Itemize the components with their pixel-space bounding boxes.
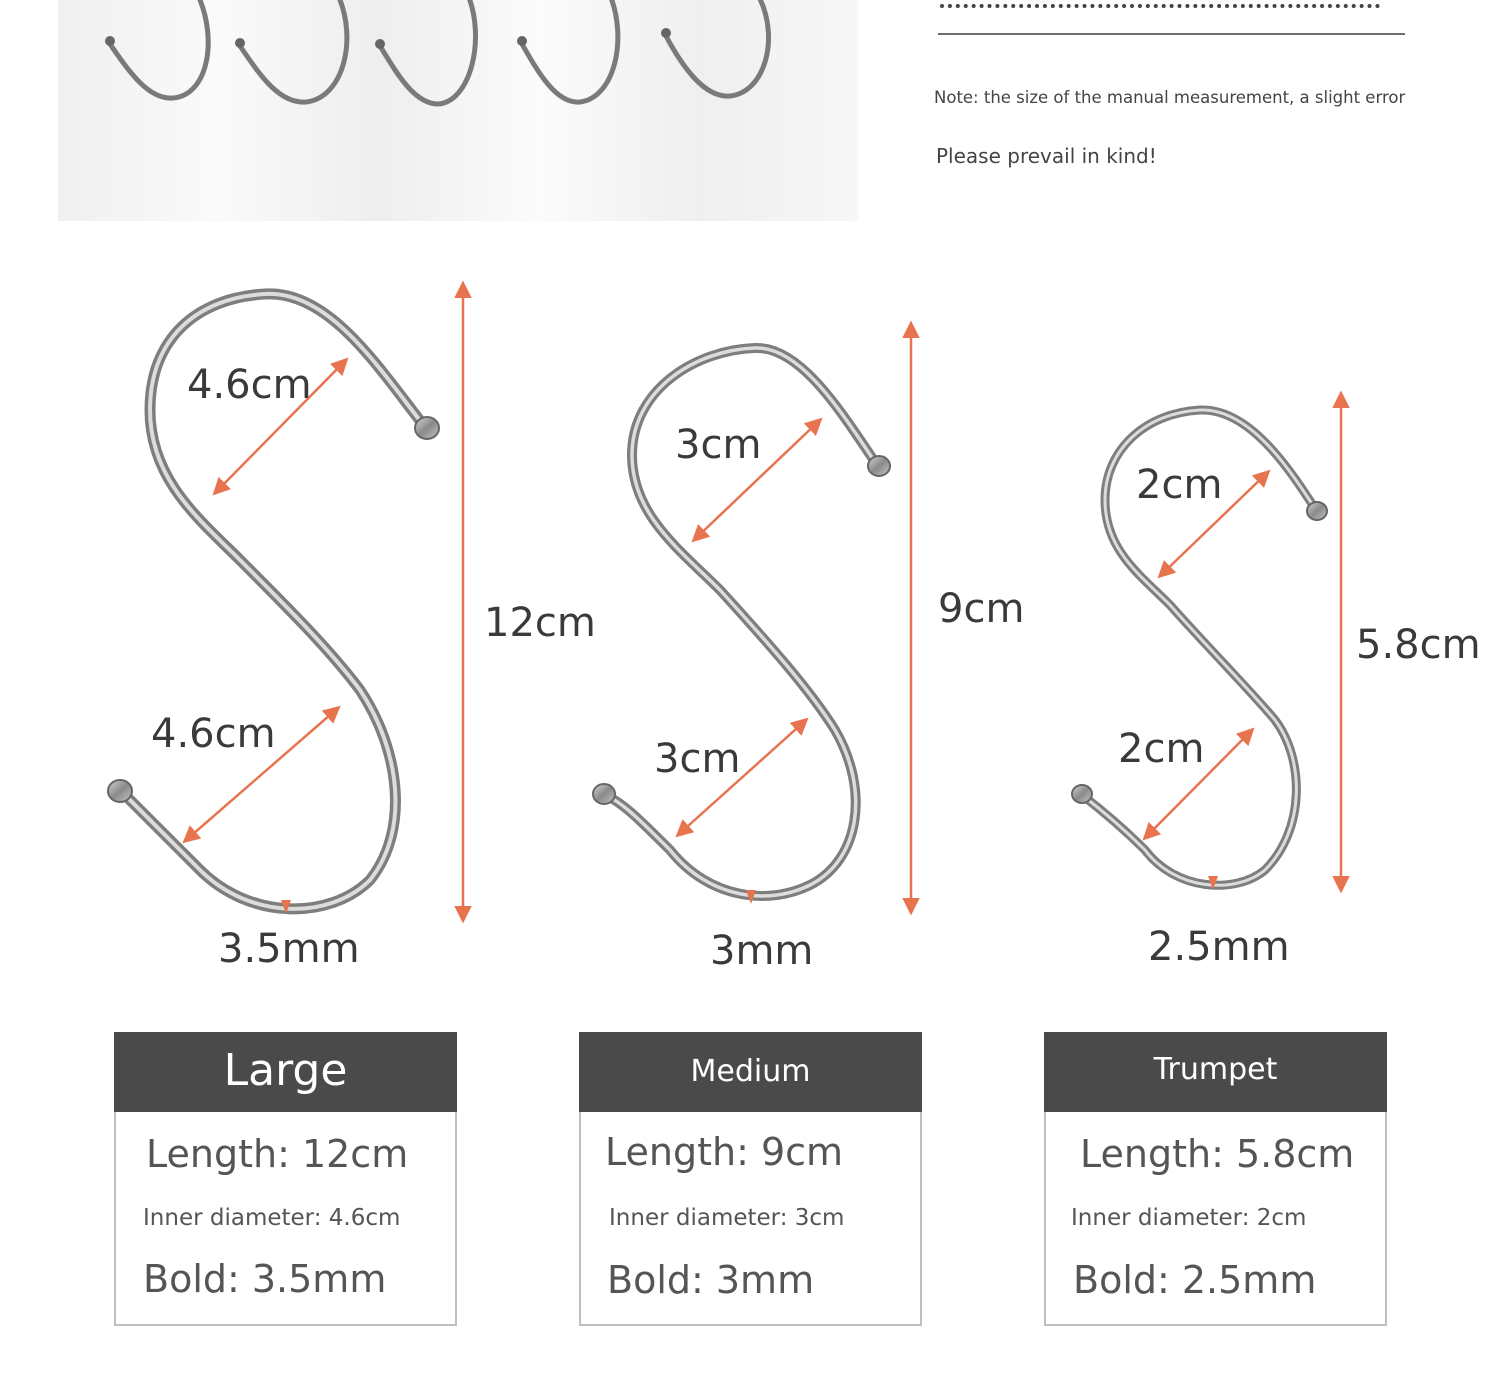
note-text-2: Please prevail in kind! — [936, 144, 1157, 168]
large-inner-top-label: 4.6cm — [187, 362, 312, 408]
divider — [938, 33, 1405, 35]
length-text: Length: 9cm — [605, 1130, 844, 1174]
card-body — [579, 1112, 922, 1326]
bold-text: Bold: 2.5mm — [1073, 1258, 1317, 1302]
bold-text: Bold: 3mm — [607, 1258, 815, 1302]
length-text: Length: 12cm — [146, 1132, 409, 1176]
cropped-heading — [940, 0, 1400, 10]
card-header — [579, 1032, 922, 1112]
trumpet-inner-bottom-label: 2cm — [1118, 726, 1205, 772]
hook-dimension-diagram — [0, 250, 1500, 990]
trumpet-inner-top-label: 2cm — [1136, 462, 1223, 508]
spec-card-medium — [579, 1032, 922, 1326]
large-length-label: 12cm — [484, 600, 596, 646]
inner-diameter-text: Inner diameter: 4.6cm — [143, 1205, 401, 1231]
card-title: Trumpet — [1153, 1052, 1278, 1087]
large-inner-bottom-label: 4.6cm — [151, 711, 276, 757]
medium-inner-bottom-label: 3cm — [654, 736, 741, 782]
product-photo — [58, 0, 858, 221]
medium-hook-drawing — [593, 324, 911, 912]
card-body — [114, 1112, 457, 1326]
medium-thickness-label: 3mm — [710, 928, 814, 974]
length-text: Length: 5.8cm — [1080, 1132, 1355, 1176]
trumpet-length-label: 5.8cm — [1356, 622, 1481, 668]
note-text: Note: the size of the manual measurement, a slight error — [934, 88, 1406, 107]
large-thickness-label: 3.5mm — [218, 926, 360, 972]
card-body — [1044, 1112, 1387, 1326]
card-title: Medium — [690, 1054, 811, 1089]
trumpet-thickness-label: 2.5mm — [1148, 924, 1290, 970]
bold-text: Bold: 3.5mm — [143, 1257, 387, 1301]
spec-card-large — [114, 1032, 457, 1326]
spec-card-trumpet — [1044, 1032, 1387, 1326]
medium-length-label: 9cm — [938, 586, 1025, 632]
card-header — [1044, 1032, 1387, 1112]
inner-diameter-text: Inner diameter: 2cm — [1071, 1205, 1307, 1231]
medium-inner-top-label: 3cm — [675, 422, 762, 468]
card-title: Large — [223, 1045, 348, 1096]
card-header — [114, 1032, 457, 1112]
inner-diameter-text: Inner diameter: 3cm — [609, 1205, 845, 1231]
